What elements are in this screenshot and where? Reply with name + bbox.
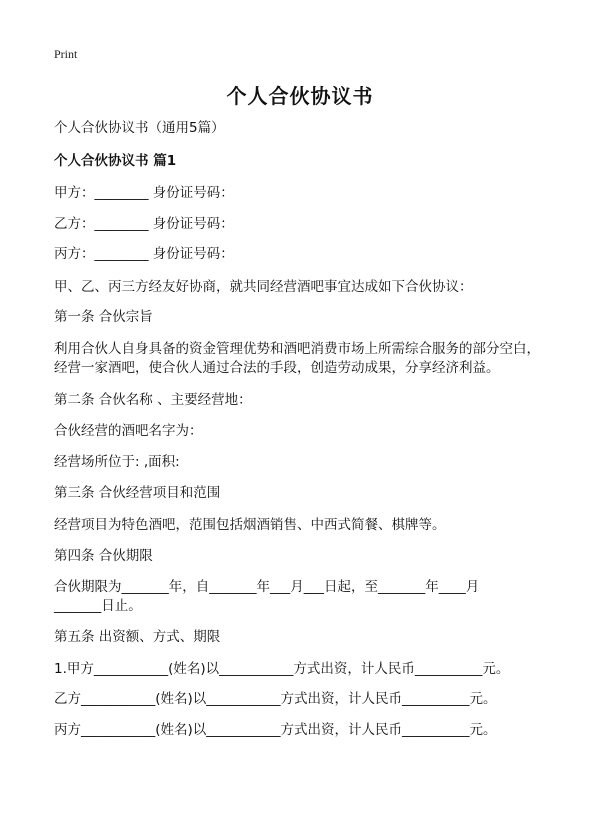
article2-name-line: 合伙经营的酒吧名字为： [54,423,203,439]
article2-location-line: 经营场所位于: ,面积: [54,454,180,470]
article2-heading: 第二条 合伙名称 、主要经营地： [54,392,252,408]
article3-heading: 第三条 合伙经营项目和范围 [54,485,221,501]
article5-item-bing: 丙方___________(姓名)以___________方式出资，计人民币__________元。 [54,722,497,738]
party-bing-line: 丙方：________ 身份证号码： [54,246,234,262]
article4-body-line2: _______日止。 [54,598,142,614]
article1-body-line1: 利用合伙人自身具备的资金管理优势和酒吧消费市场上所需综合服务的部分空白， [54,341,540,357]
article3-body: 经营项目为特色酒吧，范围包括烟酒销售、中西式简餐、棋牌等。 [54,517,446,533]
article4-heading: 第四条 合伙期限 [54,548,153,564]
article4-body-line1: 合伙期限为_______年，自_______年___月___日起，至_______年____月 [54,579,480,595]
article1-body-line2: 经营一家酒吧，使合伙人通过合法的手段，创造劳动成果，分享经济利益。 [54,360,500,376]
article5-heading: 第五条 出资额、方式、期限 [54,629,221,645]
party-jia-line: 甲方：________ 身份证号码： [54,185,234,201]
document-title: 个人合伙协议书 [226,84,374,108]
article5-item-jia: 1.甲方___________(姓名)以___________方式出资，计人民币__________元。 [54,661,510,677]
article5-item-yi: 乙方___________(姓名)以___________方式出资，计人民币__________元。 [54,691,497,707]
print-link[interactable]: Print [54,47,78,61]
intro-paragraph: 甲、乙、丙三方经友好协商，就共同经营酒吧事宜达成如下合伙协议： [54,279,473,295]
article1-heading: 第一条 合伙宗旨 [54,309,153,325]
document-subtitle: 个人合伙协议书（通用5篇） [54,120,225,136]
party-yi-line: 乙方：________ 身份证号码： [54,216,234,232]
section-heading: 个人合伙协议书 篇1 [54,153,177,169]
